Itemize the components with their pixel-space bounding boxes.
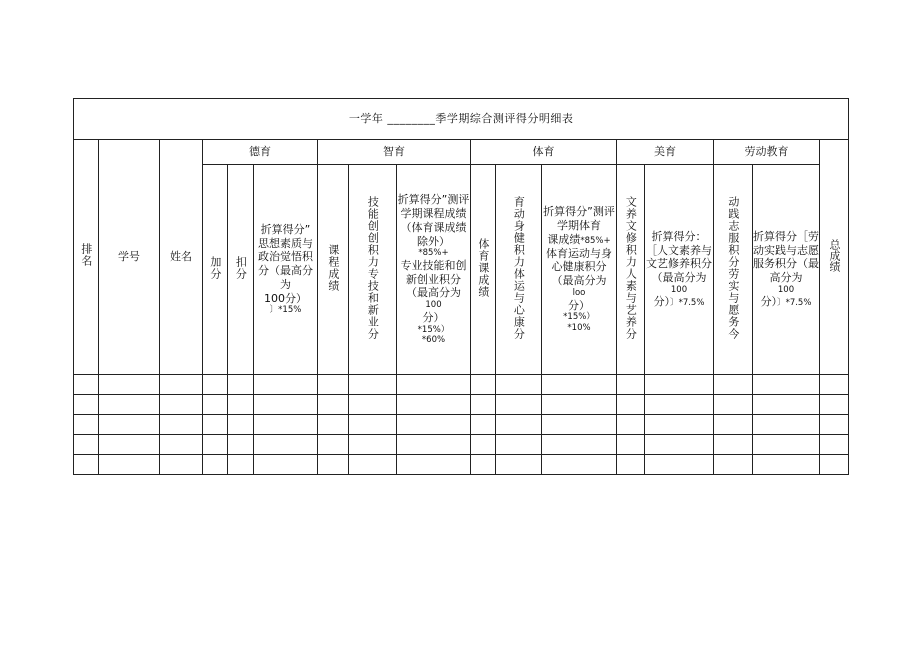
lao-desc-l3: 分） <box>760 295 778 309</box>
table-cell[interactable] <box>645 395 714 415</box>
table-cell[interactable] <box>397 415 471 435</box>
table-cell[interactable] <box>542 415 617 435</box>
table-cell[interactable] <box>228 395 254 415</box>
table-cell[interactable] <box>645 375 714 395</box>
group-zhi: 智育 <box>318 140 471 165</box>
de-desc-header <box>254 165 318 375</box>
table-cell[interactable] <box>397 395 471 415</box>
table-cell[interactable] <box>254 395 318 415</box>
ti-desc-l7: *15%） <box>563 312 595 323</box>
table-cell[interactable] <box>99 435 160 455</box>
table-cell[interactable] <box>99 395 160 415</box>
table-cell[interactable] <box>74 455 99 475</box>
mei-desc-l3: 分） <box>653 295 671 309</box>
score-detail-sheet <box>73 98 848 475</box>
ti-desc-l2: 课成绩 <box>547 232 581 246</box>
table-cell[interactable] <box>714 415 753 435</box>
table-cell[interactable] <box>820 435 849 455</box>
table-cell[interactable] <box>617 415 645 435</box>
pe-health-header: 育动身健积力体运与心康分 <box>496 165 542 375</box>
ti-desc-l3: *85%+ <box>580 235 611 246</box>
table-cell[interactable] <box>228 415 254 435</box>
table-cell[interactable] <box>496 375 542 395</box>
table-cell[interactable] <box>617 455 645 475</box>
table-cell[interactable] <box>397 455 471 475</box>
table-cell[interactable] <box>203 415 228 435</box>
table-cell[interactable] <box>160 395 203 415</box>
table-row <box>74 375 849 395</box>
ti-desc-l1: 折算得分”测评学期体育 <box>543 205 615 233</box>
table-cell[interactable] <box>349 455 397 475</box>
table-cell[interactable] <box>714 435 753 455</box>
ti-desc-l6: 分） <box>568 298 590 312</box>
table-cell[interactable] <box>496 415 542 435</box>
zhi-desc-l1: 折算得分”测评学期课程成绩（体育课成绩除外） <box>397 193 470 248</box>
table-cell[interactable] <box>496 395 542 415</box>
table-cell[interactable] <box>254 435 318 455</box>
score-table <box>73 98 849 475</box>
table-cell[interactable] <box>203 395 228 415</box>
table-cell[interactable] <box>99 455 160 475</box>
table-cell[interactable] <box>542 435 617 455</box>
table-cell[interactable] <box>617 435 645 455</box>
table-cell[interactable] <box>160 455 203 475</box>
lao-desc-l2: 100 <box>777 284 795 295</box>
table-cell[interactable] <box>820 455 849 475</box>
ti-desc-l5: loo <box>572 287 586 298</box>
table-cell[interactable] <box>542 375 617 395</box>
table-cell[interactable] <box>203 435 228 455</box>
table-cell[interactable] <box>349 395 397 415</box>
group-ti: 体育 <box>471 140 617 165</box>
table-cell[interactable] <box>349 375 397 395</box>
table-cell[interactable] <box>397 375 471 395</box>
student-id-header: 学号 <box>99 140 160 375</box>
table-cell[interactable] <box>160 435 203 455</box>
table-cell[interactable] <box>349 435 397 455</box>
deduct-header: 扣分 <box>228 165 254 375</box>
table-cell[interactable] <box>74 375 99 395</box>
table-cell[interactable] <box>542 455 617 475</box>
table-cell[interactable] <box>74 415 99 435</box>
labor-header: 动践志服积分劳实与愿务今 <box>714 165 753 375</box>
zhi-desc-l4: 100 <box>425 300 442 311</box>
table-cell[interactable] <box>753 415 820 435</box>
table-cell[interactable] <box>99 415 160 435</box>
zhi-desc-l2: *85%+ <box>418 248 449 259</box>
zhi-desc-l7: *60% <box>421 335 446 346</box>
table-cell[interactable] <box>228 455 254 475</box>
table-cell[interactable] <box>471 415 496 435</box>
total-header: 总成绩 <box>820 140 849 375</box>
table-cell[interactable] <box>471 375 496 395</box>
table-cell[interactable] <box>254 415 318 435</box>
lao-desc-header <box>753 165 820 375</box>
table-row <box>74 455 849 475</box>
table-cell[interactable] <box>318 435 349 455</box>
add-header: 加分 <box>203 165 228 375</box>
innov-header: 技能创创积力专技和新业分 <box>349 165 397 375</box>
ti-desc-l8: *10% <box>567 322 591 333</box>
lao-desc-l4: 〕*7.5% <box>777 298 812 309</box>
table-row <box>74 435 849 455</box>
mei-desc-l2: 100 <box>670 284 688 295</box>
table-cell[interactable] <box>496 435 542 455</box>
rank-header: 排名 <box>74 140 99 375</box>
group-mei: 美育 <box>617 140 714 165</box>
de-desc-l2: 思想素质与政治觉悟积分（最高分为 <box>258 236 313 291</box>
table-cell[interactable] <box>820 395 849 415</box>
table-cell[interactable] <box>714 395 753 415</box>
table-row <box>74 415 849 435</box>
zhi-desc-header <box>397 165 471 375</box>
table-cell[interactable] <box>471 435 496 455</box>
art-header: 文养文修积力人素与艺养分 <box>617 165 645 375</box>
table-cell[interactable] <box>753 395 820 415</box>
group-lao: 劳动教育 <box>714 140 820 165</box>
table-cell[interactable] <box>203 455 228 475</box>
group-de: 德育 <box>203 140 318 165</box>
zhi-desc-l3: 专业技能和创新创业积分（最高分为 <box>400 258 467 300</box>
mei-desc-l1: 折算得分：［人文素养与文艺修养积分（最高分为 <box>646 229 712 285</box>
table-cell[interactable] <box>74 395 99 415</box>
table-cell[interactable] <box>74 435 99 455</box>
table-cell[interactable] <box>318 375 349 395</box>
table-cell[interactable] <box>160 375 203 395</box>
zhi-desc-l5: 分） <box>422 310 445 324</box>
table-cell[interactable] <box>753 375 820 395</box>
table-cell[interactable] <box>753 455 820 475</box>
table-cell[interactable] <box>203 375 228 395</box>
table-row <box>74 395 849 415</box>
mei-desc-header <box>645 165 714 375</box>
table-cell[interactable] <box>318 455 349 475</box>
table-cell[interactable] <box>820 375 849 395</box>
table-cell[interactable] <box>496 455 542 475</box>
table-cell[interactable] <box>645 455 714 475</box>
table-cell[interactable] <box>471 395 496 415</box>
table-cell[interactable] <box>397 435 471 455</box>
table-cell[interactable] <box>542 395 617 415</box>
table-title: 一学年 ________季学期综合测评得分明细表 <box>74 99 849 140</box>
name-header: 姓名 <box>160 140 203 375</box>
table-cell[interactable] <box>318 395 349 415</box>
table-cell[interactable] <box>471 455 496 475</box>
table-cell[interactable] <box>714 455 753 475</box>
table-cell[interactable] <box>254 375 318 395</box>
table-cell[interactable] <box>617 375 645 395</box>
de-desc-l1: 折算得分” <box>260 222 311 236</box>
lao-desc-l1: 折算得分［劳动实践与志愿服务积分（最高分为 <box>753 229 819 285</box>
table-cell[interactable] <box>617 395 645 415</box>
table-cell[interactable] <box>228 435 254 455</box>
pe-course-header: 体育课成绩 <box>471 165 496 375</box>
table-cell[interactable] <box>753 435 820 455</box>
ti-desc-l4: 体育运动与身心健康积分（最高分为 <box>546 246 612 288</box>
de-desc-l4: 〕*15% <box>269 305 302 316</box>
table-cell[interactable] <box>254 455 318 475</box>
course-header: 课程成绩 <box>318 165 349 375</box>
mei-desc-l4: 〕*7.5% <box>670 298 705 309</box>
table-cell[interactable] <box>99 375 160 395</box>
table-cell[interactable] <box>228 375 254 395</box>
table-cell[interactable] <box>820 415 849 435</box>
table-cell[interactable] <box>645 415 714 435</box>
de-desc-l3: 100分） <box>264 291 307 305</box>
zhi-desc-l6: *15%） <box>417 324 450 335</box>
table-cell[interactable] <box>645 435 714 455</box>
table-cell[interactable] <box>160 415 203 435</box>
ti-desc-header <box>542 165 617 375</box>
table-cell[interactable] <box>349 415 397 435</box>
table-cell[interactable] <box>714 375 753 395</box>
table-cell[interactable] <box>318 415 349 435</box>
